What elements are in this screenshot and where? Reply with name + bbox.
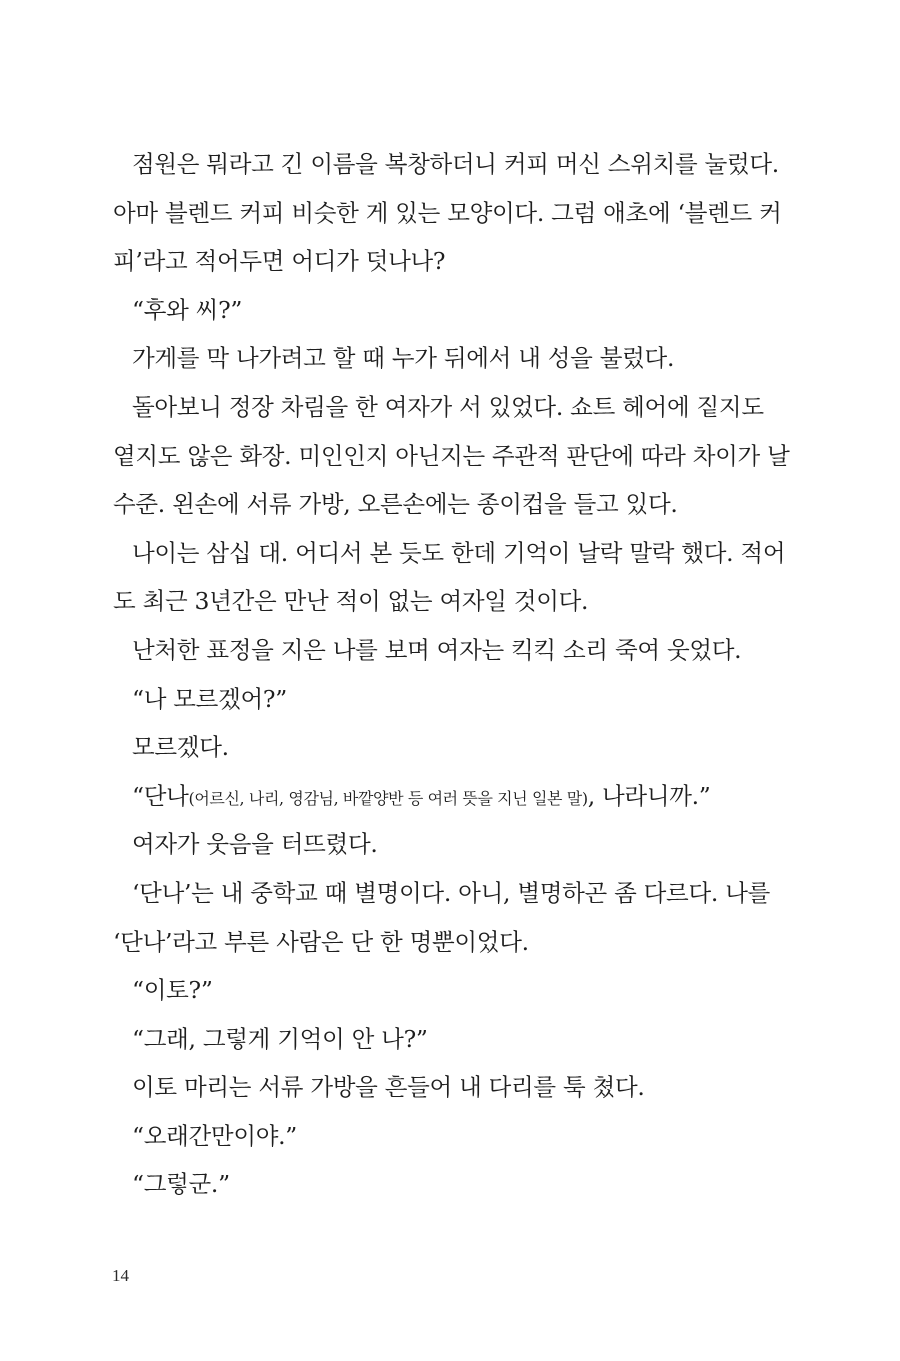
- text-line: 옅지도 않은 화장. 미인인지 아닌지는 주관적 판단에 따라 차이가 날: [113, 441, 790, 470]
- dialogue-line: “나 모르겠어?”: [132, 684, 287, 713]
- page-number: 14: [112, 1266, 129, 1285]
- dialogue-part: “단나: [132, 781, 189, 810]
- translator-note: (어르신, 나리, 영감님, 바깥양반 등 여러 뜻을 지닌 일본 말): [188, 788, 588, 808]
- dialogue-line: “그래, 그렇게 기억이 안 나?”: [132, 1024, 428, 1053]
- text-line: 도 최근 3년간은 만난 적이 없는 여자일 것이다.: [113, 587, 589, 616]
- dialogue-line: “이토?”: [132, 976, 213, 1005]
- text-line: 피’라고 적어두면 어디가 덧나나?: [113, 247, 446, 276]
- dialogue-part: , 나라니까.”: [587, 781, 711, 810]
- dialogue-line: “그렇군.”: [132, 1170, 230, 1199]
- text-line: 돌아보니 정장 차림을 한 여자가 서 있었다. 쇼트 헤어에 짙지도: [132, 392, 764, 421]
- dialogue-line: “오래간만이야.”: [132, 1121, 298, 1150]
- text-line: 점원은 뭐라고 긴 이름을 복창하더니 커피 머신 스위치를 눌렀다.: [132, 150, 779, 178]
- text-line: 이토 마리는 서류 가방을 흔들어 내 다리를 툭 쳤다.: [132, 1073, 645, 1102]
- text-line: ‘단나’는 내 중학교 때 별명이다. 아니, 별명하곤 좀 다르다. 나를: [132, 878, 771, 907]
- text-line: 모르겠다.: [132, 733, 229, 762]
- text-line: 수준. 왼손에 서류 가방, 오른손에는 종이컵을 들고 있다.: [113, 490, 678, 519]
- text-line: 아마 블렌드 커피 비슷한 게 있는 모양이다. 그럼 애초에 ‘블렌드 커: [113, 198, 782, 227]
- dialogue-line: “후와 씨?”: [132, 295, 243, 324]
- body-text: [113, 140, 790, 1209]
- text-line: 나이는 삼십 대. 어디서 본 듯도 한데 기억이 날락 말락 했다. 적어: [132, 538, 786, 567]
- text-line: 가게를 막 나가려고 할 때 누가 뒤에서 내 성을 불렀다.: [132, 344, 675, 373]
- dialogue-line-with-note: [113, 772, 778, 821]
- text-line: 난처한 표정을 지은 나를 보며 여자는 킥킥 소리 죽여 웃었다.: [132, 635, 742, 664]
- text-line: ‘단나’라고 부른 사람은 단 한 명뿐이었다.: [113, 927, 529, 956]
- text-line: 여자가 웃음을 터뜨렸다.: [132, 830, 378, 859]
